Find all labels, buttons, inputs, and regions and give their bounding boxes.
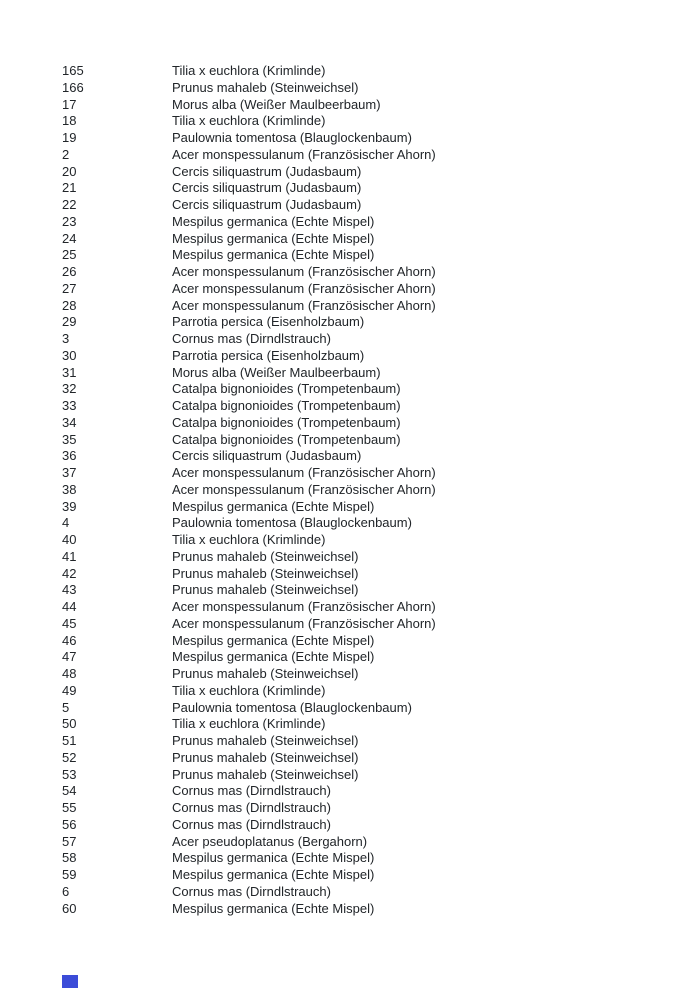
tree-list-row: [62, 314, 670, 331]
tree-list-row: [62, 800, 670, 817]
tree-list-row: [62, 666, 670, 683]
tree-id: 29: [62, 314, 77, 330]
tree-species: Mespilus germanica (Echte Mispel): [172, 850, 375, 866]
tree-id: 51: [62, 733, 77, 748]
tree-species: Cornus mas (Dirndlstrauch): [172, 800, 331, 815]
tree-species: Cercis siliquastrum (Judasbaum): [172, 163, 362, 179]
tree-id: 57: [62, 833, 77, 849]
tree-list-row: [62, 63, 670, 80]
tree-species: Acer monspessulanum (Französischer Ahorn): [172, 615, 436, 631]
tree-id: 37: [62, 465, 77, 480]
tree-species: Morus alba (Weißer Maulbeerbaum): [172, 96, 381, 112]
tree-list-row: [62, 164, 670, 181]
tree-species: Prunus mahaleb (Steinweichsel): [172, 749, 359, 765]
tree-species: Cercis siliquastrum (Judasbaum): [172, 180, 362, 196]
tree-id: 52: [62, 749, 77, 765]
tree-species: Mespilus germanica (Echte Mispel): [172, 247, 375, 263]
tree-species: Mespilus germanica (Echte Mispel): [172, 649, 375, 665]
tree-id: 4: [62, 515, 70, 531]
tree-id: 46: [62, 632, 77, 648]
tree-list-row: [62, 616, 670, 633]
tree-id: 27: [62, 280, 77, 296]
tree-id: 23: [62, 213, 77, 229]
tree-id: 19: [62, 130, 77, 145]
tree-list-row: [62, 767, 670, 784]
tree-id: 34: [62, 414, 77, 430]
tree-species: Prunus mahaleb (Steinweichsel): [172, 766, 359, 782]
tree-species: Prunus mahaleb (Steinweichsel): [172, 733, 359, 748]
tree-id: 165: [62, 63, 84, 78]
tree-list-row: [62, 901, 670, 918]
tree-id: 42: [62, 565, 77, 581]
tree-list-row: [62, 365, 670, 382]
tree-species: Prunus mahaleb (Steinweichsel): [172, 666, 359, 681]
tree-id: 26: [62, 264, 77, 279]
partial-blue-element: [62, 975, 78, 988]
tree-id: 6: [62, 883, 70, 899]
tree-list-row: [62, 850, 670, 867]
tree-list-row: [62, 113, 670, 130]
tree-id: 38: [62, 481, 77, 497]
tree-list-row: [62, 700, 670, 717]
tree-id: 55: [62, 800, 77, 815]
tree-species: Mespilus germanica (Echte Mispel): [172, 230, 375, 246]
tree-list-row: [62, 298, 670, 315]
tree-list-row: [62, 197, 670, 214]
tree-id: 58: [62, 850, 77, 866]
tree-species: Mespilus germanica (Echte Mispel): [172, 867, 375, 882]
tree-list-row: [62, 231, 670, 248]
tree-species: Cornus mas (Dirndlstrauch): [172, 783, 331, 799]
tree-id: 40: [62, 532, 77, 547]
tree-id: 24: [62, 230, 77, 246]
tree-species: Prunus mahaleb (Steinweichsel): [172, 79, 359, 95]
tree-list-row: [62, 733, 670, 750]
tree-id: 28: [62, 297, 77, 313]
tree-list-row: [62, 214, 670, 231]
tree-list-row: [62, 348, 670, 365]
tree-id: 5: [62, 699, 70, 715]
tree-list-row: [62, 599, 670, 616]
tree-id: 2: [62, 146, 70, 162]
tree-list-row: [62, 532, 670, 549]
tree-id: 39: [62, 498, 77, 514]
tree-list-row: [62, 683, 670, 700]
tree-species: Mespilus germanica (Echte Mispel): [172, 498, 375, 514]
tree-list-row: [62, 649, 670, 666]
tree-species: Tilia x euchlora (Krimlinde): [172, 716, 326, 732]
tree-species: Acer monspessulanum (Französischer Ahorn): [172, 599, 436, 614]
tree-id: 166: [62, 79, 84, 95]
tree-list-row: [62, 566, 670, 583]
tree-species: Cercis siliquastrum (Judasbaum): [172, 448, 362, 464]
tree-list-row: [62, 415, 670, 432]
tree-id: 45: [62, 615, 77, 631]
tree-list-row: [62, 582, 670, 599]
tree-species: Prunus mahaleb (Steinweichsel): [172, 548, 359, 564]
tree-id: 50: [62, 716, 77, 732]
tree-species: Morus alba (Weißer Maulbeerbaum): [172, 364, 381, 380]
tree-species: Acer monspessulanum (Französischer Ahorn): [172, 297, 436, 313]
tree-list-row: [62, 381, 670, 398]
tree-list-row: [62, 130, 670, 147]
tree-list-row: [62, 750, 670, 767]
tree-species: Parrotia persica (Eisenholzbaum): [172, 314, 365, 330]
tree-species: Tilia x euchlora (Krimlinde): [172, 682, 326, 698]
tree-species: Catalpa bignonioides (Trompetenbaum): [172, 381, 401, 397]
tree-species: Prunus mahaleb (Steinweichsel): [172, 565, 359, 581]
tree-id: 31: [62, 364, 77, 380]
tree-id: 59: [62, 867, 77, 882]
tree-list-row: [62, 247, 670, 264]
tree-list-row: [62, 817, 670, 834]
tree-species: Acer monspessulanum (Französischer Ahorn): [172, 264, 436, 279]
tree-list-row: [62, 549, 670, 566]
tree-list-row: [62, 398, 670, 415]
tree-list-row: [62, 80, 670, 97]
tree-id: 47: [62, 649, 77, 665]
tree-species: Tilia x euchlora (Krimlinde): [172, 532, 326, 547]
tree-id: 33: [62, 398, 77, 413]
tree-species: Cornus mas (Dirndlstrauch): [172, 331, 331, 346]
tree-species: Acer monspessulanum (Französischer Ahorn): [172, 280, 436, 296]
tree-species: Acer monspessulanum (Französischer Ahorn): [172, 481, 436, 497]
tree-id: 41: [62, 548, 77, 564]
tree-id: 20: [62, 163, 77, 179]
tree-list-row: [62, 499, 670, 516]
tree-species: Paulownia tomentosa (Blauglockenbaum): [172, 130, 412, 145]
tree-species: Tilia x euchlora (Krimlinde): [172, 113, 326, 129]
tree-id: 44: [62, 599, 77, 614]
tree-species: Acer monspessulanum (Französischer Ahorn): [172, 465, 436, 480]
tree-id: 21: [62, 180, 77, 196]
tree-list-row: [62, 482, 670, 499]
tree-species: Prunus mahaleb (Steinweichsel): [172, 582, 359, 598]
tree-list-row: [62, 97, 670, 114]
tree-species: Mespilus germanica (Echte Mispel): [172, 900, 375, 916]
tree-id: 48: [62, 666, 77, 681]
tree-id: 17: [62, 96, 77, 112]
tree-list-row: [62, 834, 670, 851]
tree-id: 43: [62, 582, 77, 598]
tree-list-row: [62, 432, 670, 449]
tree-list-row: [62, 633, 670, 650]
tree-species: Acer monspessulanum (Französischer Ahorn): [172, 146, 436, 162]
tree-list-row: [62, 281, 670, 298]
tree-list-row: [62, 147, 670, 164]
tree-list-row: [62, 448, 670, 465]
tree-list-row: [62, 867, 670, 884]
tree-list-row: [62, 884, 670, 901]
tree-list-row: [62, 465, 670, 482]
tree-id: 60: [62, 900, 77, 916]
tree-species: Catalpa bignonioides (Trompetenbaum): [172, 414, 401, 430]
tree-id: 18: [62, 113, 77, 129]
tree-id: 49: [62, 682, 77, 698]
tree-species: Parrotia persica (Eisenholzbaum): [172, 347, 365, 363]
tree-id: 25: [62, 247, 77, 263]
tree-species: Catalpa bignonioides (Trompetenbaum): [172, 431, 401, 447]
tree-species: Mespilus germanica (Echte Mispel): [172, 213, 375, 229]
tree-id: 32: [62, 381, 77, 397]
tree-species: Cercis siliquastrum (Judasbaum): [172, 197, 362, 212]
tree-species: Tilia x euchlora (Krimlinde): [172, 63, 326, 78]
tree-id: 36: [62, 448, 77, 464]
tree-species: Paulownia tomentosa (Blauglockenbaum): [172, 699, 412, 715]
tree-species: Mespilus germanica (Echte Mispel): [172, 632, 375, 648]
tree-list-row: [62, 264, 670, 281]
tree-species: Acer pseudoplatanus (Bergahorn): [172, 833, 368, 849]
tree-species: Catalpa bignonioides (Trompetenbaum): [172, 398, 401, 413]
tree-id: 30: [62, 347, 77, 363]
tree-list-row: [62, 716, 670, 733]
tree-id: 53: [62, 766, 77, 782]
tree-id: 3: [62, 331, 70, 346]
tree-list-row: [62, 180, 670, 197]
tree-id: 35: [62, 431, 77, 447]
tree-species: Paulownia tomentosa (Blauglockenbaum): [172, 515, 412, 531]
tree-list-row: [62, 783, 670, 800]
tree-list-row: [62, 331, 670, 348]
tree-id: 54: [62, 783, 77, 799]
tree-species: Cornus mas (Dirndlstrauch): [172, 883, 331, 899]
tree-id: 56: [62, 816, 77, 832]
tree-list-row: [62, 515, 670, 532]
tree-list: [62, 63, 670, 917]
tree-id: 22: [62, 197, 77, 212]
tree-species: Cornus mas (Dirndlstrauch): [172, 816, 331, 832]
